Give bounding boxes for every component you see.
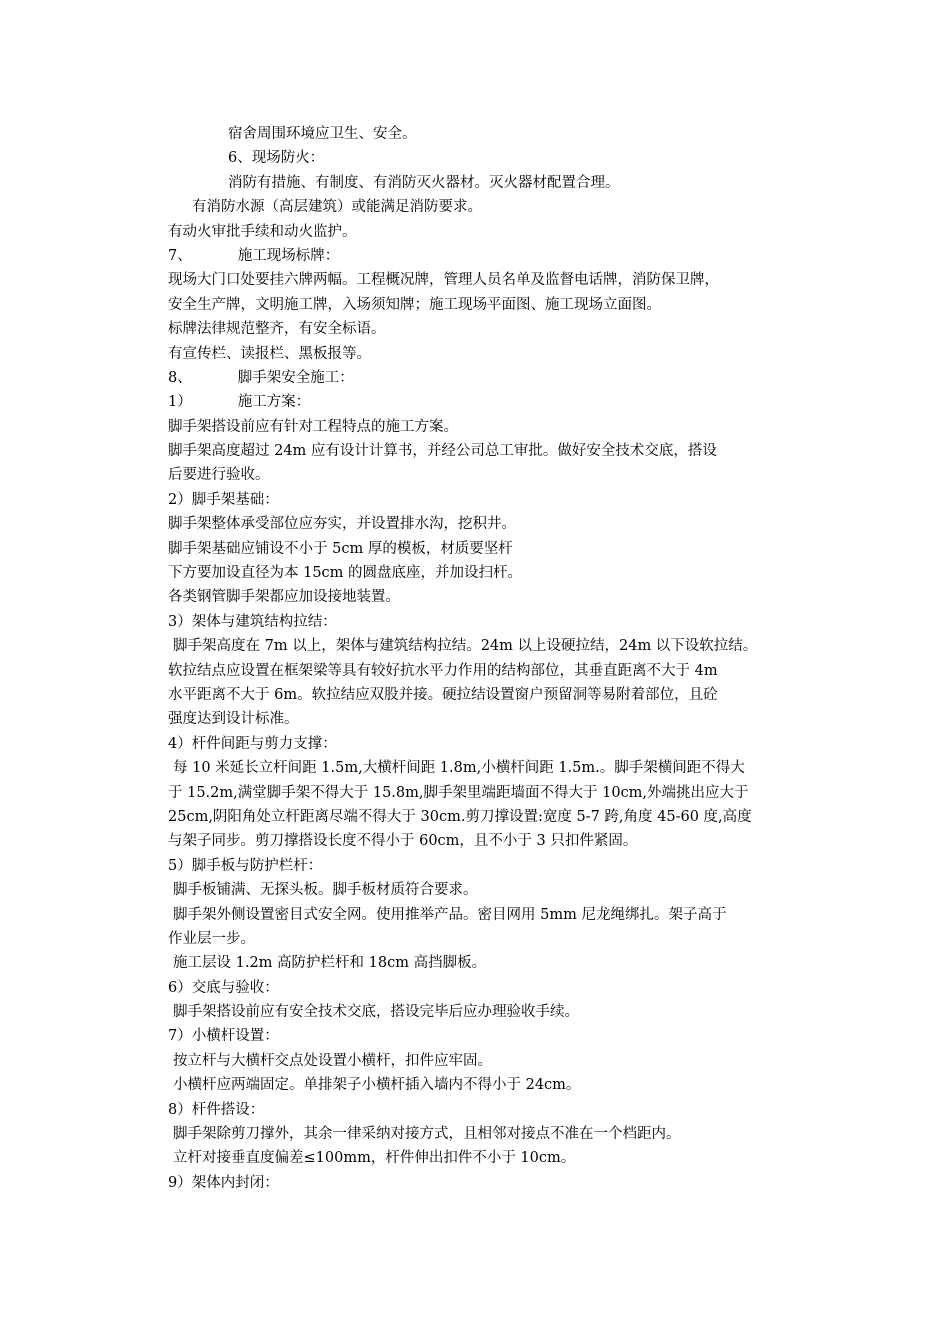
subheading-small-bar: 7）小横杆设置： [168,1028,279,1045]
subheading-foundation: 2）脚手架基础： [168,491,279,508]
text-line: 各类钢管脚手架都应加设接地装置。 [168,589,400,606]
text-line: 有宣传栏、读报栏、黑板报等。 [168,345,371,362]
subheading-tie: 3）架体与建筑结构拉结： [168,613,337,630]
text-line: 有消防水源（高层建筑）或能满足消防要求。 [192,199,482,216]
text-line: 脚手架整体承受部位应夯实，并设置排水沟，挖积井。 [168,516,516,533]
subheading-handover: 6）交底与验收： [168,979,279,996]
list-number: 1） [168,394,192,411]
text-line: 施工层设 1.2m 高防护栏杆和 18cm 高挡脚板。 [173,955,487,972]
text-line: 下方要加设直径为本 15cm 的圆盘底座，并加设扫杆。 [168,565,523,582]
list-number: 8、 [168,369,192,386]
subheading-enclosure: 9）架体内封闭： [168,1174,279,1191]
heading-text: 脚手架安全施工： [237,369,354,386]
heading-text: 施工方案： [237,394,311,411]
heading-text: 施工现场标牌： [237,247,340,264]
text-line: 消防有措施、有制度、有消防灭火器材。灭火器材配置合理。 [228,174,620,191]
text-line: 脚手板铺满、无探头板。脚手板材质符合要求。 [173,882,478,899]
document-body [168,122,828,1195]
section-heading-signs [168,244,828,268]
text-line: 于 15.2m,满堂脚手架不得大于 15.8m,脚手架里端距墙面不得大于 10cm,外端挑出应大于 [168,784,749,801]
text-line: 25cm,阴阳角处立杆距离尽端不得大于 30cm.剪刀撑设置:宽度 5-7 跨,角度 45-60 度,高度 [168,808,752,825]
list-number: 7、 [168,247,192,264]
text-line: 强度达到设计标准。 [168,711,299,728]
text-line: 有动火审批手续和动火监护。 [168,223,357,240]
text-line: 脚手架基础应铺设不小于 5cm 厚的模板，材质要坚杆 [168,540,513,557]
text-line: 每 10 米延长立杆间距 1.5m,大横杆间距 1.8m,小横杆间距 1.5m.。脚手架横间距不得大 [173,760,745,777]
text-line: 标牌法律规范整齐，有安全标语。 [168,321,386,338]
text-line: 脚手架搭设前应有安全技术交底，搭设完毕后应办理验收手续。 [173,1004,579,1021]
text-line: 小横杆应两端固定。单排架子小横杆插入墙内不得小于 24cm。 [173,1077,581,1094]
text-line: 宿舍周围环境应卫生、安全。 [228,126,417,142]
text-line: 按立杆与大横杆交点处设置小横杆，扣件应牢固。 [173,1052,492,1069]
text-line: 脚手架搭设前应有针对工程特点的施工方案。 [168,418,458,435]
text-line: 脚手架外侧设置密目式安全网。使用推举产品。密目网用 5mm 尼龙绳绑扎。架子高于 [173,906,727,923]
section-heading-fire: 6、现场防火： [228,150,325,167]
text-line: 水平距离不大于 6m。软拉结应双股并接。硬拉结设置窗户预留洞等易附着部位，且砼 [168,686,718,703]
text-line: 后要进行验收。 [168,467,270,484]
text-line: 立杆对接垂直度偏差≤100mm，杆件伸出扣件不小于 10cm。 [173,1150,576,1167]
text-line: 安全生产牌，文明施工牌，入场须知牌；施工现场平面图、施工现场立面图。 [168,296,661,313]
subheading-plan [168,390,828,414]
section-heading-scaffold [168,366,828,390]
subheading-spacing: 4）杆件间距与剪力支撑： [168,735,337,752]
text-line: 脚手架除剪刀撑外，其余一律采纳对接方式，且相邻对接点不准在一个档距内。 [173,1126,681,1143]
subheading-erection: 8）杆件搭设： [168,1101,265,1118]
text-line: 脚手架高度在 7m 以上，架体与建筑结构拉结。24m 以上设硬拉结，24m 以下设软拉结。 [173,638,758,655]
text-line: 现场大门口处要挂六牌两幅。工程概况牌，管理人员名单及监督电话牌，消防保卫牌， [168,272,719,289]
text-line: 脚手架高度超过 24m 应有设计计算书，并经公司总工审批。做好安全技术交底，搭设 [168,443,717,460]
text-line: 作业层一步。 [168,930,255,947]
subheading-boards: 5）脚手板与防护栏杆： [168,857,323,874]
text-line: 软拉结点应设置在框架梁等具有较好抗水平力作用的结构部位，其垂直距离不大于 4m [168,662,718,679]
text-line: 与架子同步。剪刀撑搭设长度不得小于 60cm，且不小于 3 只扣件紧固。 [168,833,638,850]
